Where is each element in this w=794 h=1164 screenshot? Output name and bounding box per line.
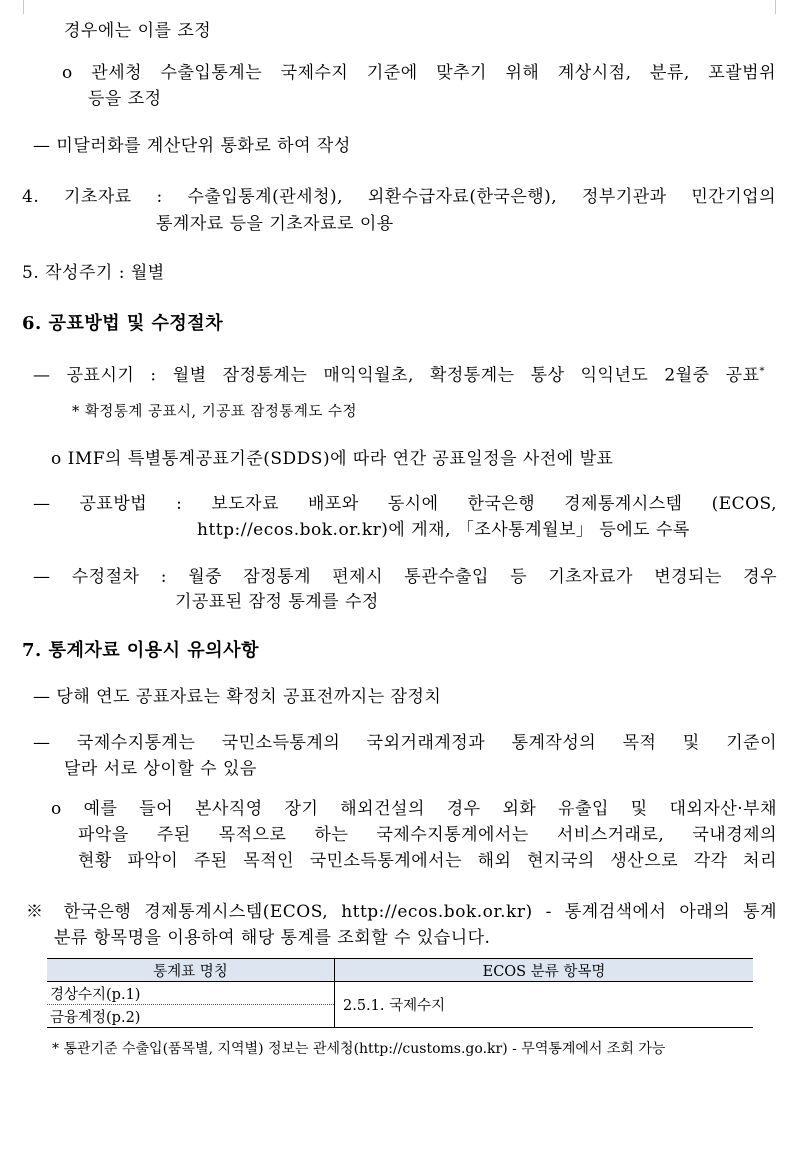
text-line: 경우에는 이를 조정 xyxy=(64,21,212,41)
section-5-frequency: 5. 작성주기 : 월별 xyxy=(22,263,165,283)
table-cell: 경상수지(p.1) xyxy=(47,982,335,1005)
table-header-row xyxy=(47,959,753,982)
text-line: 기공표된 잠정 통계를 수정 xyxy=(175,592,379,612)
table-cell: 금융계정(p.2) xyxy=(47,1005,335,1028)
dash-item: — 미달러화를 계산단위 통화로 하여 작성 xyxy=(33,136,351,156)
bullet-item: o 관세청 수출입통계는 국제수지 기준에 맞추기 위해 계상시점, 분류, 포괄범위 xyxy=(62,63,776,83)
text-line: 등을 조정 xyxy=(88,89,162,109)
bullet-item: o 예를 들어 본사직영 장기 해외건설의 경우 외화 유출입 및 대외자산·부채 xyxy=(51,799,777,819)
text-line: 통계자료 등을 기초자료로 이용 xyxy=(156,214,394,234)
ecos-mapping-table xyxy=(47,958,753,1028)
table-row xyxy=(47,982,753,1005)
dash-item: — 국제수지통계는 국민소득통계의 국외거래계정과 통계작성의 목적 및 기준이 xyxy=(33,733,777,753)
dash-item: — 당해 연도 공표자료는 확정치 공표전까지는 잠정치 xyxy=(33,687,442,707)
section-7-heading: 7. 통계자료 이용시 유의사항 xyxy=(22,640,259,661)
text-line: http://ecos.bok.or.kr)에 게재, 「조사통계월보」 등에도 수록 xyxy=(197,520,690,540)
dash-item: — 공표방법 : 보도자료 배포와 동시에 한국은행 경제통계시스템 (ECOS, xyxy=(33,494,777,514)
column-header: 통계표 명칭 xyxy=(47,959,335,982)
bullet-item: o IMF의 특별통계공표기준(SDDS)에 따라 연간 공표일정을 사전에 발표 xyxy=(51,449,614,469)
crop-mark-right xyxy=(775,0,788,14)
dash-item: — 수정절차 : 월중 잠정통계 편제시 통관수출입 등 기초자료가 변경되는 경우 xyxy=(33,567,777,587)
column-header: ECOS 분류 항목명 xyxy=(335,959,754,982)
note-line: * 확정통계 공표시, 기공표 잠정통계도 수정 xyxy=(72,404,358,420)
table-cell: 2.5.1. 국제수지 xyxy=(335,982,754,1028)
dash-item: — 공표시기 : 월별 잠정통계는 매익익월초, 확정통계는 통상 익익년도 2월중 공표* xyxy=(33,365,765,386)
text-line: 파악을 주된 목적으로 하는 국제수지통계에서는 서비스거래로, 국내경제의 xyxy=(78,825,777,845)
reference-note: ※ 한국은행 경제통계시스템(ECOS, http://ecos.bok.or.kr) - 통계검색에서 아래의 통계 xyxy=(26,902,777,922)
crop-mark-left xyxy=(11,0,24,14)
text-line: 달라 서로 상이할 수 있음 xyxy=(64,759,257,779)
text-line: 분류 항목명을 이용하여 해당 통계를 조회할 수 있습니다. xyxy=(54,928,491,948)
section-6-heading: 6. 공표방법 및 수정절차 xyxy=(22,313,224,334)
section-4-basic-data: 4. 기초자료 : 수출입통계(관세청), 외환수급자료(한국은행), 정부기관과 민간기업의 xyxy=(22,187,776,207)
footnote: * 통관기준 수출입(품목별, 지역별) 정보는 관세청(http://customs.go.kr) - 무역통계에서 조회 가능 xyxy=(52,1041,666,1057)
text-line: 현황 파악이 주된 목적인 국민소득통계에서는 해외 현지국의 생산으로 각각 처리 xyxy=(78,851,777,871)
